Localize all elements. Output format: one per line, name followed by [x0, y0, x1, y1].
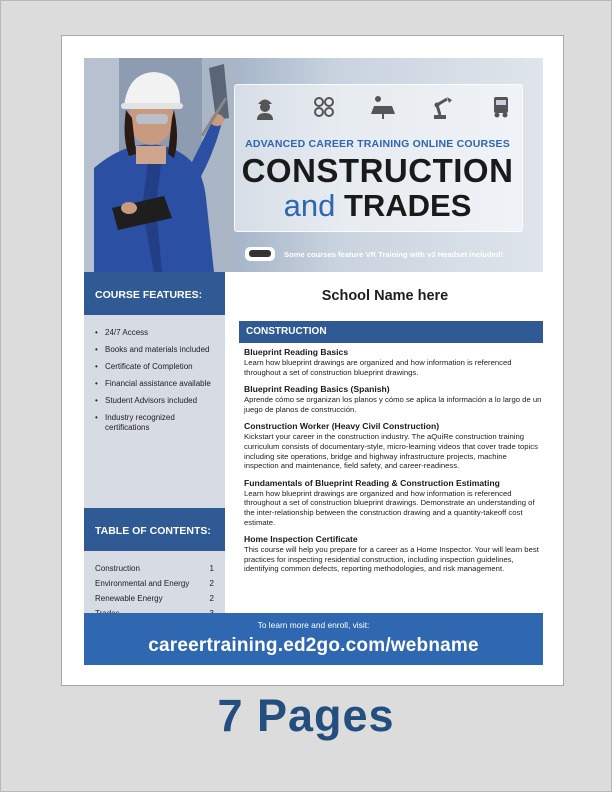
list-item: • Books and materials included — [95, 345, 220, 355]
vr-note — [244, 244, 524, 264]
enroll-cta: To learn more and enroll, visit: — [257, 620, 370, 630]
worker-photo — [84, 58, 234, 272]
list-item: • Student Advisors included — [95, 396, 220, 406]
enroll-footer — [84, 613, 543, 665]
flyer-page — [61, 35, 564, 686]
school-name: School Name here — [321, 288, 449, 304]
solar-panel-icon — [370, 94, 396, 120]
toc-row[interactable] — [95, 579, 214, 594]
course-features-heading: COURSE FEATURES: — [84, 272, 225, 315]
robotic-arm-icon — [429, 94, 455, 120]
hero-subtitle: ADVANCED CAREER TRAINING ONLINE COURSES — [245, 138, 510, 150]
truck-icon — [488, 94, 514, 120]
hero-title-and: and — [283, 188, 336, 223]
list-item — [244, 478, 542, 527]
toc-row[interactable] — [95, 594, 214, 609]
course-description: Kickstart your career in the construction industry. The aQuiRe construction training curriculum consists of documentary-style, micro-learning videos that cover trade topics including site operations, bridge and highway infrastructure projects, machine inspection and maintenance, field safety, and career-readiness. — [244, 432, 538, 471]
list-item — [244, 421, 542, 470]
course-description: Aprende cómo se organizan los planos y cómo se aplica la información a lo largo de un juego de planos de construcción. — [244, 395, 542, 414]
list-item: • Certificate of Completion — [95, 362, 220, 372]
course-description: Learn how blueprint drawings are organized and how information is referenced throughout a set of construction blueprint drawings. — [244, 358, 512, 377]
course-title: Construction Worker (Heavy Civil Construction) — [244, 421, 440, 432]
list-item — [244, 384, 542, 414]
toc-label: Construction — [95, 564, 140, 573]
course-features-list — [95, 328, 220, 440]
course-title: Blueprint Reading Basics (Spanish) — [244, 384, 390, 395]
gears-network-icon — [311, 94, 337, 120]
course-title: Fundamentals of Blueprint Reading & Construction Estimating — [244, 477, 500, 488]
sidebar — [84, 272, 225, 613]
toc-row[interactable] — [95, 564, 214, 579]
enroll-url-link[interactable]: careertraining.ed2go.com/webname — [148, 635, 479, 656]
toc-label: Renewable Energy — [95, 594, 163, 603]
course-description: This course will help you prepare for a career as a Home Inspector. Your will learn best practices for inspecting residential construction, including inspection guidelines, identifying common defects, reporting methodologies, and risk management. — [244, 545, 539, 574]
page-count-label: 7 Pages — [217, 690, 395, 741]
section-heading: CONSTRUCTION — [239, 321, 543, 343]
course-title: Blueprint Reading Basics — [244, 347, 349, 357]
worker-hardhat-icon — [252, 94, 278, 120]
toc-label: Environmental and Energy — [95, 579, 190, 588]
course-title: Home Inspection Certificate — [244, 534, 358, 545]
vr-note-text: Some courses feature VR Training with v3 Headset included! — [284, 249, 504, 259]
toc-page: 2 — [209, 594, 214, 603]
hero-title: CONSTRUCTION — [241, 152, 514, 189]
course-description: Learn how blueprint drawings are organized and how information is referenced throughout a set of construction blueprint drawings. Demonstrate an understanding of the inter-relationship between the construction drawing and a quantity-takeoff cost estimate. — [244, 488, 535, 527]
trade-icons — [252, 94, 514, 124]
list-item: • Industry recognized certifications — [95, 413, 220, 433]
list-item: • 24/7 Access — [95, 328, 220, 338]
hero-title-trades: TRADES — [343, 188, 472, 223]
list-item — [244, 534, 542, 574]
toc-heading: TABLE OF CONTENTS: — [84, 508, 225, 551]
course-list — [244, 347, 542, 581]
vr-headset-icon — [244, 245, 276, 263]
toc-page: 1 — [209, 564, 214, 573]
toc-page: 2 — [209, 579, 214, 588]
hero-banner — [84, 58, 543, 272]
hero-title-line2 — [234, 188, 521, 224]
list-item: • Financial assistance available — [95, 379, 220, 389]
list-item — [244, 347, 542, 377]
